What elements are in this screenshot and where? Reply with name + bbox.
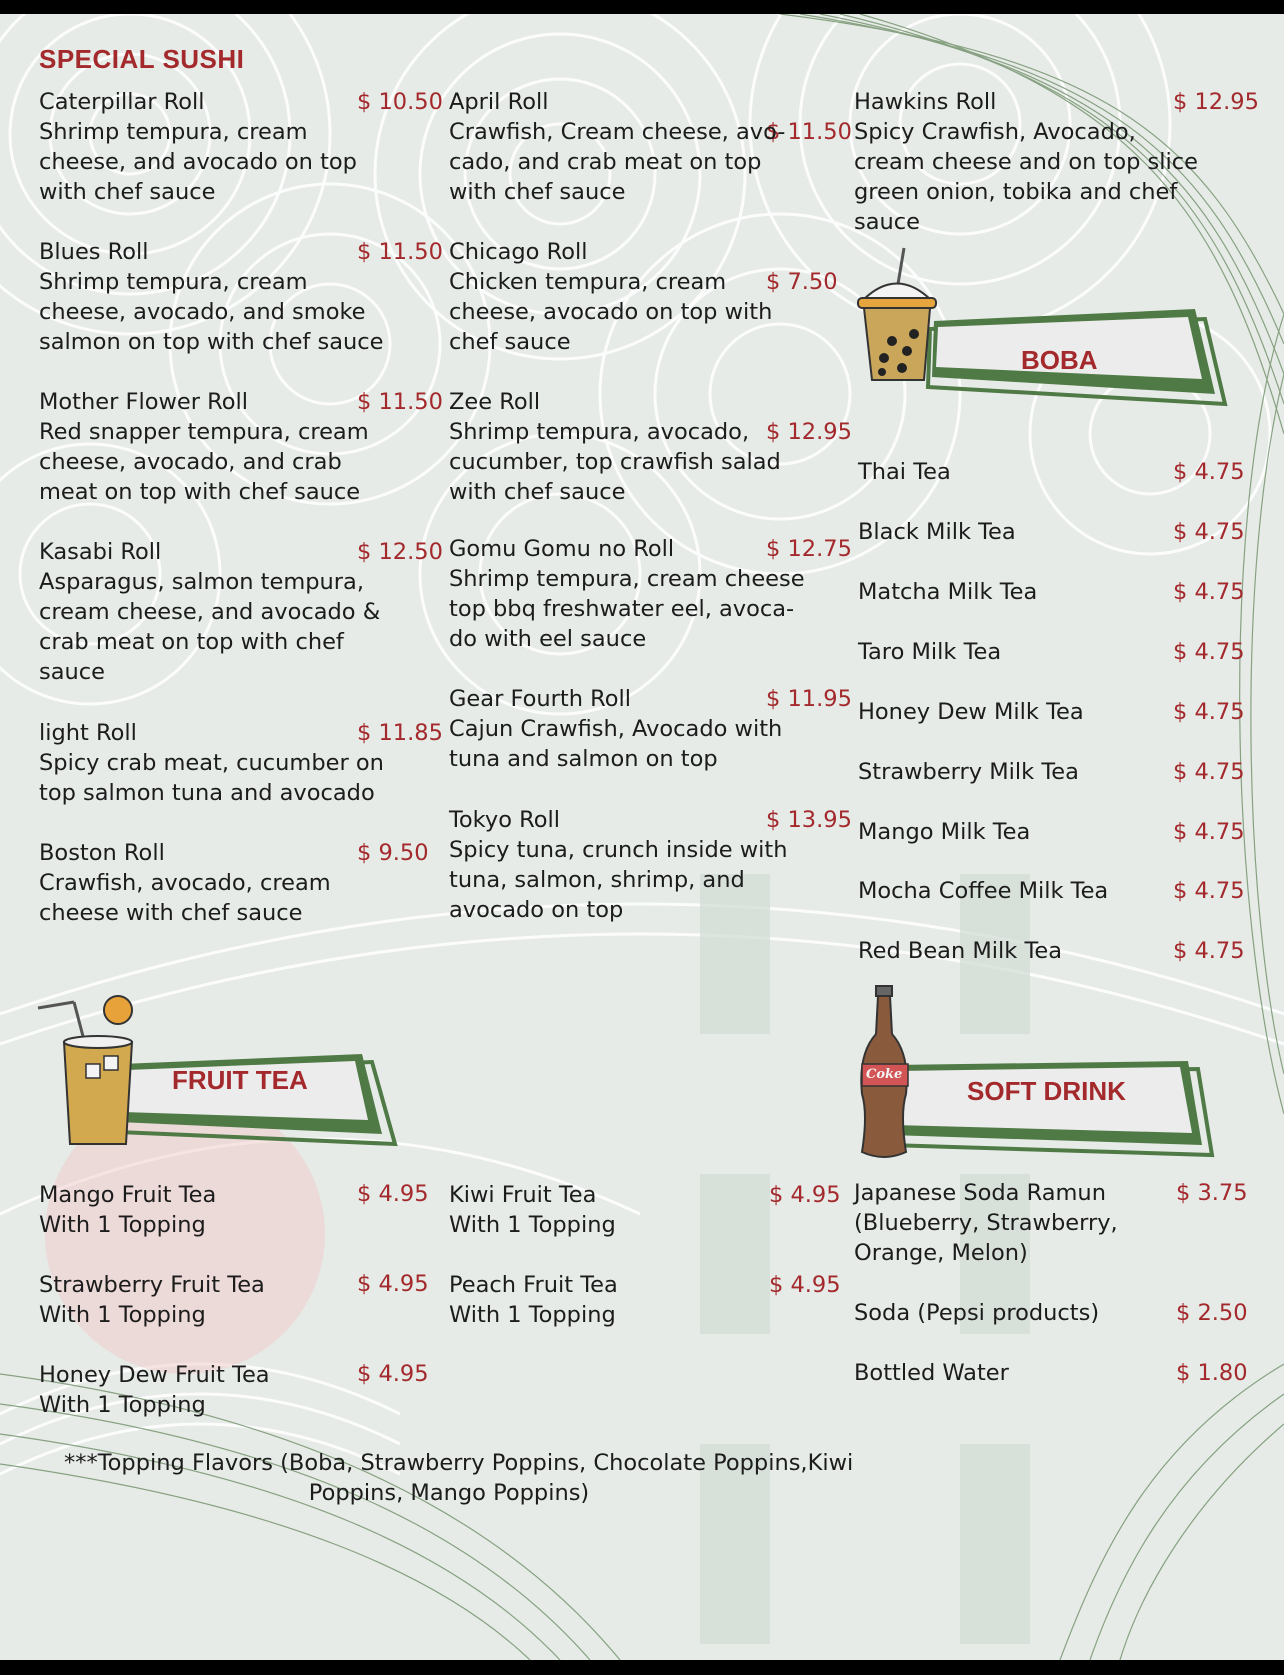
item-name: April Roll xyxy=(449,89,549,115)
section-heading-special-sushi: SPECIAL SUSHI xyxy=(39,44,245,74)
item-name: Caterpillar Roll xyxy=(39,89,205,115)
fruit-tea-name: Peach Fruit Tea xyxy=(449,1272,618,1298)
fruit-tea-price: $ 4.95 xyxy=(769,1272,841,1298)
item-name: Boston Roll xyxy=(39,840,165,866)
item-description xyxy=(854,117,1198,237)
soft-drink-price: $ 2.50 xyxy=(1176,1300,1248,1326)
item-price: $ 12.95 xyxy=(1173,89,1259,115)
fruit-tea-glass-icon xyxy=(34,984,144,1154)
boba-item-name: Honey Dew Milk Tea xyxy=(858,699,1084,725)
description-line: top salmon tuna and avocado xyxy=(39,780,375,806)
boba-cup-icon xyxy=(852,246,942,386)
item-price: $ 7.50 xyxy=(766,269,838,295)
item-price: $ 11.50 xyxy=(357,239,443,265)
boba-item-name: Taro Milk Tea xyxy=(858,639,1002,665)
description-line: tuna, salmon, shrimp, and xyxy=(449,867,745,893)
bottle-label: Coke xyxy=(866,1067,903,1082)
item-description xyxy=(449,564,805,654)
menu-page xyxy=(0,14,1284,1660)
description-line: with chef sauce xyxy=(449,179,626,205)
topping-note-line: ***Topping Flavors (Boba, Strawberry Poppins, Chocolate Poppins,Kiwi xyxy=(64,1450,854,1476)
fruit-tea-price: $ 4.95 xyxy=(769,1182,841,1208)
description-line: Shrimp tempura, cream xyxy=(39,119,308,145)
item-price: $ 13.95 xyxy=(766,807,852,833)
description-line: Crawfish, avocado, cream xyxy=(39,870,331,896)
description-line: salmon on top with chef sauce xyxy=(39,329,384,355)
item-price: $ 11.50 xyxy=(357,389,443,415)
fruit-tea-topping: With 1 Topping xyxy=(39,1212,206,1238)
description-line: Shrimp tempura, cream cheese xyxy=(449,566,805,592)
fruit-tea-name: Kiwi Fruit Tea xyxy=(449,1182,597,1208)
soft-drink-name: Japanese Soda Ramun xyxy=(854,1180,1106,1206)
topping-note-line: Poppins, Mango Poppins) xyxy=(308,1480,590,1506)
item-name: Zee Roll xyxy=(449,389,541,415)
soft-drink-description: (Blueberry, Strawberry, xyxy=(854,1210,1118,1236)
boba-item-name: Mango Milk Tea xyxy=(858,819,1031,845)
boba-item-price: $ 4.75 xyxy=(1173,759,1245,785)
description-line: Shrimp tempura, cream xyxy=(39,269,308,295)
topping-note xyxy=(64,1448,854,1508)
description-line: sauce xyxy=(39,659,105,685)
item-price: $ 12.75 xyxy=(766,536,852,562)
item-price: $ 12.95 xyxy=(766,419,852,445)
boba-item-price: $ 4.75 xyxy=(1173,579,1245,605)
item-name: Mother Flower Roll xyxy=(39,389,249,415)
item-description xyxy=(39,417,369,507)
item-description xyxy=(449,117,785,207)
fruit-tea-name: Honey Dew Fruit Tea xyxy=(39,1362,270,1388)
boba-item-name: Matcha Milk Tea xyxy=(858,579,1038,605)
description-line: Cajun Crawfish, Avocado with xyxy=(449,716,783,742)
description-line: cream cheese and on top slice xyxy=(854,149,1198,175)
description-line: cheese, avocado, and crab xyxy=(39,449,342,475)
fruit-tea-name: Strawberry Fruit Tea xyxy=(39,1272,265,1298)
item-name: light Roll xyxy=(39,720,137,746)
description-line: cream cheese, and avocado & xyxy=(39,599,381,625)
description-line: cheese, and avocado on top xyxy=(39,149,357,175)
description-line: Crawfish, Cream cheese, avo- xyxy=(449,119,786,145)
description-line: cucumber, top crawfish salad xyxy=(449,449,781,475)
boba-item-price: $ 4.75 xyxy=(1173,519,1245,545)
soft-drink-name: Soda (Pepsi products) xyxy=(854,1300,1100,1326)
item-name: Chicago Roll xyxy=(449,239,588,265)
description-line: with chef sauce xyxy=(449,479,626,505)
item-description xyxy=(449,417,781,507)
item-description xyxy=(39,868,331,928)
item-name: Hawkins Roll xyxy=(854,89,997,115)
description-line: cado, and crab meat on top xyxy=(449,149,762,175)
item-description xyxy=(449,835,788,925)
item-price: $ 11.85 xyxy=(357,720,443,746)
fruit-tea-banner xyxy=(110,1044,405,1154)
soft-drink-price: $ 1.80 xyxy=(1176,1360,1248,1386)
item-price: $ 10.50 xyxy=(357,89,443,115)
description-line: avocado on top xyxy=(449,897,624,923)
section-heading-boba: BOBA xyxy=(1021,345,1098,375)
soft-drink-description: Orange, Melon) xyxy=(854,1240,1028,1266)
item-name: Gear Fourth Roll xyxy=(449,686,632,712)
item-price: $ 12.50 xyxy=(357,539,443,565)
boba-item-price: $ 4.75 xyxy=(1173,459,1245,485)
item-price: $ 11.95 xyxy=(766,686,852,712)
soft-drink-name: Bottled Water xyxy=(854,1360,1009,1386)
description-line: Shrimp tempura, avocado, xyxy=(449,419,750,445)
description-line: with chef sauce xyxy=(39,179,216,205)
boba-item-name: Red Bean Milk Tea xyxy=(858,938,1063,964)
boba-item-price: $ 4.75 xyxy=(1173,699,1245,725)
item-description xyxy=(39,117,357,207)
description-line: crab meat on top with chef xyxy=(39,629,344,655)
item-description xyxy=(39,567,380,687)
description-line: Red snapper tempura, cream xyxy=(39,419,369,445)
fruit-tea-topping: With 1 Topping xyxy=(39,1392,206,1418)
soft-drink-price: $ 3.75 xyxy=(1176,1180,1248,1206)
description-line: sauce xyxy=(854,209,920,235)
fruit-tea-name: Mango Fruit Tea xyxy=(39,1182,217,1208)
boba-item-name: Thai Tea xyxy=(858,459,951,485)
description-line: tuna and salmon on top xyxy=(449,746,718,772)
fruit-tea-price: $ 4.95 xyxy=(357,1181,429,1207)
item-name: Gomu Gomu no Roll xyxy=(449,536,675,562)
item-name: Kasabi Roll xyxy=(39,539,162,565)
boba-item-name: Black Milk Tea xyxy=(858,519,1016,545)
item-description xyxy=(449,714,782,774)
description-line: Spicy tuna, crunch inside with xyxy=(449,837,788,863)
description-line: cheese, avocado on top with xyxy=(449,299,773,325)
item-description xyxy=(449,267,772,357)
description-line: chef sauce xyxy=(449,329,571,355)
description-line: Spicy Crawfish, Avocado, xyxy=(854,119,1136,145)
description-line: meat on top with chef sauce xyxy=(39,479,361,505)
item-description xyxy=(39,748,384,808)
fruit-tea-topping: With 1 Topping xyxy=(449,1302,616,1328)
description-line: cheese with chef sauce xyxy=(39,900,303,926)
description-line: do with eel sauce xyxy=(449,626,647,652)
section-heading-fruit-tea: FRUIT TEA xyxy=(172,1065,308,1095)
fruit-tea-topping: With 1 Topping xyxy=(449,1212,616,1238)
description-line: Chicken tempura, cream xyxy=(449,269,727,295)
fruit-tea-price: $ 4.95 xyxy=(357,1271,429,1297)
boba-item-name: Mocha Coffee Milk Tea xyxy=(858,878,1109,904)
boba-item-name: Strawberry Milk Tea xyxy=(858,759,1079,785)
item-name: Tokyo Roll xyxy=(449,807,561,833)
item-name: Blues Roll xyxy=(39,239,149,265)
description-line: top bbq freshwater eel, avoca- xyxy=(449,596,795,622)
fruit-tea-topping: With 1 Topping xyxy=(39,1302,206,1328)
description-line: cheese, avocado, and smoke xyxy=(39,299,366,325)
boba-item-price: $ 4.75 xyxy=(1173,878,1245,904)
item-description xyxy=(39,267,383,357)
item-price: $ 9.50 xyxy=(357,840,429,866)
description-line: Asparagus, salmon tempura, xyxy=(39,569,364,595)
description-line: green onion, tobika and chef xyxy=(854,179,1178,205)
section-heading-soft-drink: SOFT DRINK xyxy=(967,1076,1126,1106)
description-line: Spicy crab meat, cucumber on xyxy=(39,750,384,776)
fruit-tea-price: $ 4.95 xyxy=(357,1361,429,1387)
item-price: $ 11.50 xyxy=(766,119,852,145)
boba-item-price: $ 4.75 xyxy=(1173,819,1245,845)
boba-item-price: $ 4.75 xyxy=(1173,938,1245,964)
boba-item-price: $ 4.75 xyxy=(1173,639,1245,665)
